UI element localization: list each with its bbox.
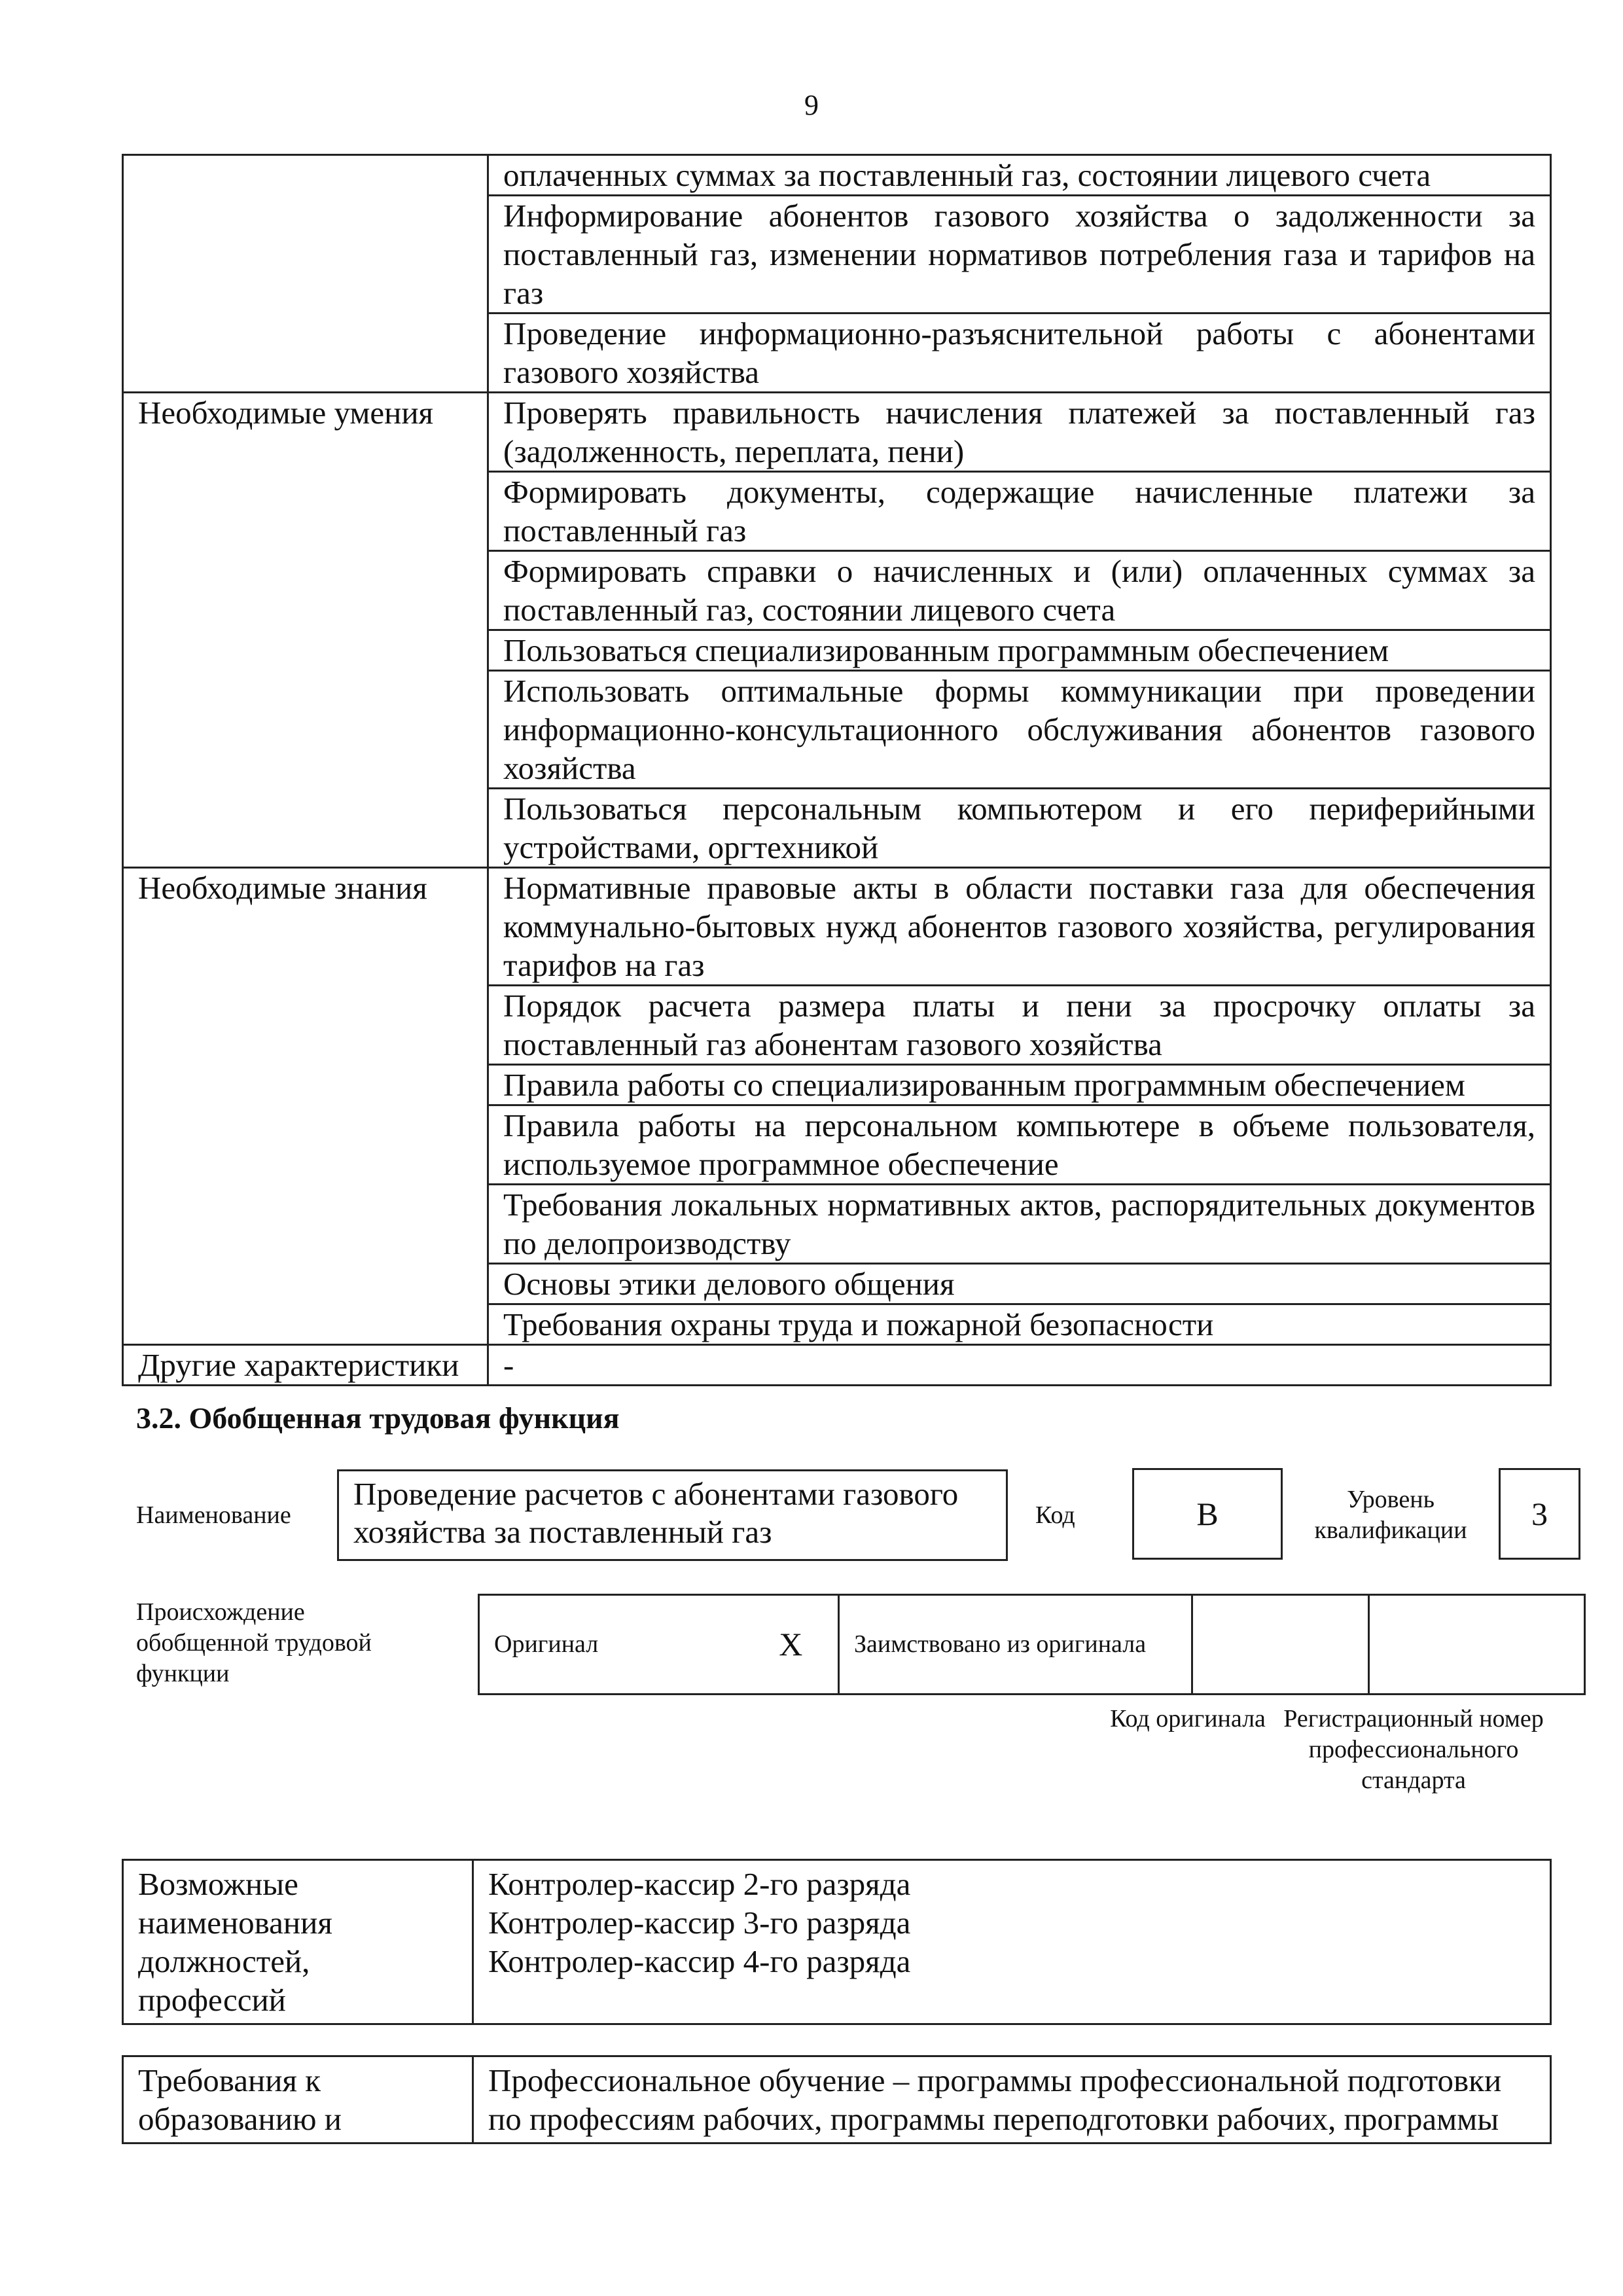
reg-number-cell: [1369, 1595, 1585, 1695]
table-cell: Требования охраны труда и пожарной безопасности: [488, 1304, 1551, 1345]
page-number: 9: [804, 89, 819, 121]
education-label: Требования к образованию и: [123, 2056, 473, 2144]
row-label-other: Другие характеристики: [123, 1345, 488, 1386]
name-value-box: [337, 1469, 1008, 1561]
table-row: [479, 1595, 1585, 1695]
reg-number-caption: Регистрационный номер профессионального стандарта: [1283, 1705, 1544, 1794]
table-cell: -: [488, 1345, 1551, 1386]
list-item: Контролер-кассир 3-го разряда: [488, 1905, 911, 1941]
competency-table: [122, 154, 1552, 1386]
borrowed-label: Заимствовано из оригинала: [839, 1595, 1192, 1695]
positions-list: [473, 1860, 1551, 2024]
table-cell: Проверять правильность начисления платежей за поставленный газ (задолженность, переплата, пени): [488, 393, 1551, 472]
name-value: Проведение расчетов с абонентами газового хозяйства за поставленный газ: [353, 1476, 959, 1550]
original-label: Оригинал: [479, 1595, 744, 1695]
table-cell: Формировать справки о начисленных и (или) оплаченных суммах за поставленный газ, состоянии лицевого счета: [488, 551, 1551, 630]
positions-table: [122, 1859, 1552, 2025]
table-cell: Основы этики делового общения: [488, 1264, 1551, 1304]
row-label-knowledge: Необходимые знания: [123, 868, 488, 1345]
row-label: [123, 155, 488, 393]
education-table: [122, 2055, 1552, 2144]
table-row: [123, 1860, 1551, 2024]
origin-table: [478, 1594, 1586, 1695]
level-value-box: [1499, 1468, 1580, 1560]
table-cell: Порядок расчета размера платы и пени за просрочку оплаты за поставленный газ абонентам газового хозяйства: [488, 986, 1551, 1065]
table-cell: Пользоваться специализированным программным обеспечением: [488, 630, 1551, 671]
code-original-caption: Код оригинала: [1110, 1705, 1266, 1732]
origin-label: Происхождение обобщенной трудовой функции: [136, 1598, 372, 1687]
education-text: Профессиональное обучение – программы профессиональной подготовки по профессиям рабочих, программы переподготовки рабочих, программы: [473, 2056, 1551, 2144]
code-original-cell: [1192, 1595, 1369, 1695]
table-row: [123, 2056, 1551, 2144]
positions-label: Возможные наименования должностей, профессий: [123, 1860, 473, 2024]
table-cell: оплаченных суммах за поставленный газ, состоянии лицевого счета: [488, 155, 1551, 196]
table-row: [123, 868, 1551, 986]
list-item: Контролер-кассир 4-го разряда: [488, 1943, 911, 1979]
table-cell: Проведение информационно-разъяснительной работы с абонентами газового хозяйства: [488, 314, 1551, 393]
level-label: Уровень квалификации: [1314, 1486, 1467, 1544]
table-cell: Нормативные правовые акты в области поставки газа для обеспечения коммунально-бытовых нужд абонентов газового хозяйства, регулирования тарифов на газ: [488, 868, 1551, 986]
table-cell: Требования локальных нормативных актов, распорядительных документов по делопроизводству: [488, 1185, 1551, 1264]
table-row: [123, 155, 1551, 196]
table-row: [123, 1345, 1551, 1386]
code-label: Код: [1035, 1501, 1075, 1529]
table-cell: Информирование абонентов газового хозяйства о задолженности за поставленный газ, изменении нормативов потребления газа и тарифов на газ: [488, 196, 1551, 314]
list-item: Контролер-кассир 2-го разряда: [488, 1866, 911, 1902]
code-value: B: [1196, 1496, 1219, 1532]
table-row: [123, 393, 1551, 472]
table-cell: Использовать оптимальные формы коммуникации при проведении информационно-консультационного обслуживания абонентов газового хозяйства: [488, 671, 1551, 789]
row-label-skills: Необходимые умения: [123, 393, 488, 868]
name-label: Наименование: [136, 1501, 291, 1529]
section-heading: 3.2. Обобщенная трудовая функция: [136, 1401, 620, 1435]
code-value-box: [1132, 1468, 1283, 1560]
original-mark: X: [744, 1595, 839, 1695]
table-cell: Правила работы со специализированным программным обеспечением: [488, 1065, 1551, 1105]
table-cell: Формировать документы, содержащие начисленные платежи за поставленный газ: [488, 472, 1551, 551]
table-cell: Пользоваться персональным компьютером и его периферийными устройствами, оргтехникой: [488, 789, 1551, 868]
level-value: 3: [1531, 1496, 1548, 1532]
table-cell: Правила работы на персональном компьютере в объеме пользователя, используемое программное обеспечение: [488, 1105, 1551, 1185]
